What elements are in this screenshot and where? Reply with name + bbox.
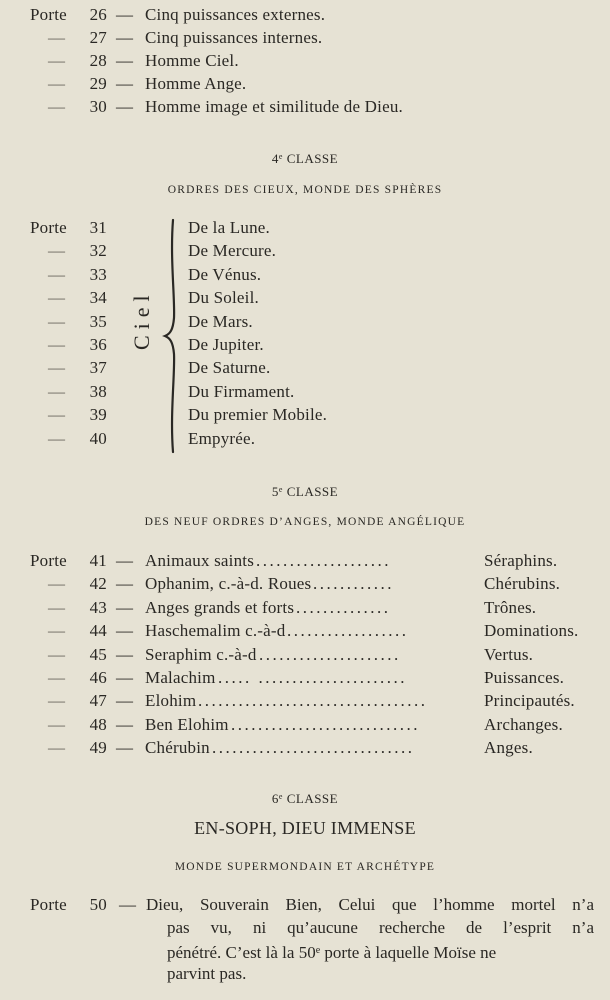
entry-separator: — xyxy=(116,74,134,93)
entry-prefix: Porte xyxy=(30,895,67,914)
entry-text: Ophanim, c.-à-d. Roues xyxy=(145,574,312,594)
entry-equivalent: Séraphins. xyxy=(484,551,558,570)
entry-number: 29 xyxy=(89,74,107,93)
class-label: CLASSE xyxy=(286,791,339,806)
entry-prefix: — xyxy=(48,738,66,758)
section-4-heading xyxy=(0,151,610,167)
entry-prefix: — xyxy=(48,621,66,641)
entry-text: De Mars. xyxy=(188,311,253,331)
entry-separator: — xyxy=(116,738,134,758)
section-5-heading xyxy=(0,484,610,500)
entry-text: De Saturne. xyxy=(188,358,271,378)
curly-brace-icon xyxy=(160,218,182,454)
entry-number: 27 xyxy=(89,28,107,47)
entry-prefix: Porte xyxy=(30,551,67,570)
entry-50-superscript: e xyxy=(315,945,321,956)
entry-prefix: — xyxy=(48,358,66,378)
entry-text: Elohim xyxy=(145,691,197,711)
entry-separator: — xyxy=(116,574,134,594)
entry-text: De Mercure. xyxy=(188,241,277,261)
class-label: CLASSE xyxy=(286,151,339,166)
entry-number: 45 xyxy=(89,644,107,664)
entry-text: Du premier Mobile. xyxy=(188,405,328,425)
entry-equivalent: Archanges. xyxy=(484,714,563,734)
entry-equivalent: Puissances. xyxy=(484,668,565,687)
entry-number: 32 xyxy=(89,241,107,261)
entry-prefix: — xyxy=(48,381,66,401)
entry-separator: — xyxy=(116,597,134,617)
dot-leader: ............ xyxy=(313,574,394,594)
class-number: 6 xyxy=(271,791,279,806)
entry-separator: — xyxy=(116,714,134,734)
entry-separator: — xyxy=(116,28,134,47)
entry-equivalent: Chérubins. xyxy=(484,574,561,594)
entry-prefix: — xyxy=(48,311,66,331)
entry-separator: — xyxy=(116,51,134,70)
entry-separator: — xyxy=(116,551,134,570)
entry-number: 33 xyxy=(89,264,107,284)
dot-leader: .............................. xyxy=(212,738,415,758)
entry-prefix: — xyxy=(48,714,66,734)
entry-prefix: — xyxy=(48,97,66,116)
entry-prefix: — xyxy=(48,241,66,261)
section-6-title: EN-SOPH, DIEU IMMENSE xyxy=(194,818,416,838)
entry-number: 43 xyxy=(89,597,107,617)
entry-text: De la Lune. xyxy=(188,218,270,237)
entry-text: Du Soleil. xyxy=(188,288,259,308)
entry-number: 49 xyxy=(89,738,107,758)
entry-50-line-3b: porte à laquelle Moïse ne xyxy=(324,943,497,962)
entry-number: 40 xyxy=(89,428,107,448)
entry-separator: — xyxy=(119,895,137,914)
entry-equivalent: Vertus. xyxy=(484,644,534,664)
dot-leader: .............. xyxy=(296,597,391,617)
entry-prefix: — xyxy=(48,74,66,93)
class-number: 4 xyxy=(271,151,279,166)
entry-number: 44 xyxy=(89,621,107,641)
entry-50-line-3 xyxy=(167,939,594,964)
entry-number: 46 xyxy=(89,668,107,687)
entry-number: 31 xyxy=(89,218,107,237)
class-superscript: e xyxy=(278,485,283,494)
entry-prefix: — xyxy=(48,668,66,687)
class-label: CLASSE xyxy=(286,484,339,499)
entry-prefix: — xyxy=(48,691,66,711)
entry-number: 28 xyxy=(89,51,107,70)
entry-separator: — xyxy=(116,97,134,116)
entry-prefix: — xyxy=(48,288,66,308)
entry-text: De Jupiter. xyxy=(188,335,264,354)
entry-number: 34 xyxy=(89,288,107,308)
entry-50-line-1: Dieu, Souverain Bien, Celui que l’homme mortel n’a xyxy=(146,895,594,914)
dot-leader: ............................ xyxy=(231,714,420,734)
entry-50-line-3a: pénétré. C’est là la 50 xyxy=(167,943,316,962)
entry-number: 48 xyxy=(89,714,107,734)
entry-50-line-2: pas vu, ni qu’aucune recherche de l’esprit n’a xyxy=(167,918,594,937)
dot-leader: .................................. xyxy=(198,691,428,711)
entry-text: Haschemalim c.-à-d xyxy=(145,621,286,641)
entry-prefix: — xyxy=(48,574,66,594)
entry-prefix: Porte xyxy=(30,218,67,237)
entry-prefix: — xyxy=(48,405,66,425)
entry-text: Ben Elohim xyxy=(145,714,229,734)
entry-text: Cinq puissances externes. xyxy=(145,5,326,24)
entry-text: Homme Ange. xyxy=(145,74,247,93)
entry-prefix: — xyxy=(48,28,66,47)
entry-number: 36 xyxy=(89,335,107,354)
entry-text: De Vénus. xyxy=(188,264,262,284)
entry-prefix: — xyxy=(48,597,66,617)
entry-number: 38 xyxy=(89,381,107,401)
entry-prefix: — xyxy=(48,51,66,70)
entry-number: 37 xyxy=(89,358,107,378)
section-5-subtitle: DES NEUF ORDRES D’ANGES, MONDE ANGÉLIQUE xyxy=(144,516,466,528)
dot-leader: .................... xyxy=(256,551,391,570)
dot-leader: .................. xyxy=(287,621,409,641)
dot-leader: ..................... xyxy=(259,644,401,664)
class-superscript: e xyxy=(278,792,283,801)
entry-separator: — xyxy=(116,5,134,24)
entry-equivalent: Principautés. xyxy=(484,691,575,711)
entry-text: Malachim xyxy=(145,668,216,687)
entry-number: 47 xyxy=(89,691,107,711)
class-superscript: e xyxy=(278,152,283,161)
section-6-heading xyxy=(0,791,610,807)
entry-number: 50 xyxy=(89,895,107,914)
entry-separator: — xyxy=(116,668,134,687)
entry-prefix: — xyxy=(48,428,66,448)
entry-number: 41 xyxy=(89,551,107,570)
entry-text: Chérubin xyxy=(145,738,210,758)
entry-prefix: — xyxy=(48,264,66,284)
entry-text: Seraphim c.-à-d xyxy=(145,644,257,664)
entry-number: 39 xyxy=(89,405,107,425)
entry-text: Anges grands et forts xyxy=(145,597,295,617)
ciel-group-label: Ciel xyxy=(129,289,154,350)
entry-separator: — xyxy=(116,621,134,641)
entry-number: 26 xyxy=(89,5,107,24)
entry-separator: — xyxy=(116,691,134,711)
entry-text: Cinq puissances internes. xyxy=(145,28,323,47)
entry-equivalent: Dominations. xyxy=(484,621,579,641)
entry-number: 42 xyxy=(89,574,107,594)
class-number: 5 xyxy=(271,484,279,499)
section-6-subtitle: MONDE SUPERMONDAIN ET ARCHÉTYPE xyxy=(174,861,436,873)
entry-prefix: Porte xyxy=(30,5,67,24)
entry-separator: — xyxy=(116,644,134,664)
entry-number: 30 xyxy=(89,97,107,116)
entry-text: Du Firmament. xyxy=(188,381,295,401)
entry-text: Empyrée. xyxy=(188,428,256,448)
entry-prefix: — xyxy=(48,644,66,664)
entry-equivalent: Anges. xyxy=(484,738,533,758)
entry-equivalent: Trônes. xyxy=(484,597,537,617)
entry-prefix: — xyxy=(48,335,66,354)
entry-number: 35 xyxy=(89,311,107,331)
section-4-subtitle: ORDRES DES CIEUX, MONDE DES SPHÈRES xyxy=(167,184,443,196)
dot-leader: ..... ...................... xyxy=(218,668,407,687)
entry-50-line-4: parvint pas. xyxy=(167,964,247,983)
entry-text: Homme Ciel. xyxy=(145,51,239,70)
entry-text: Homme image et similitude de Dieu. xyxy=(145,97,403,116)
entry-text: Animaux saints xyxy=(145,551,255,570)
